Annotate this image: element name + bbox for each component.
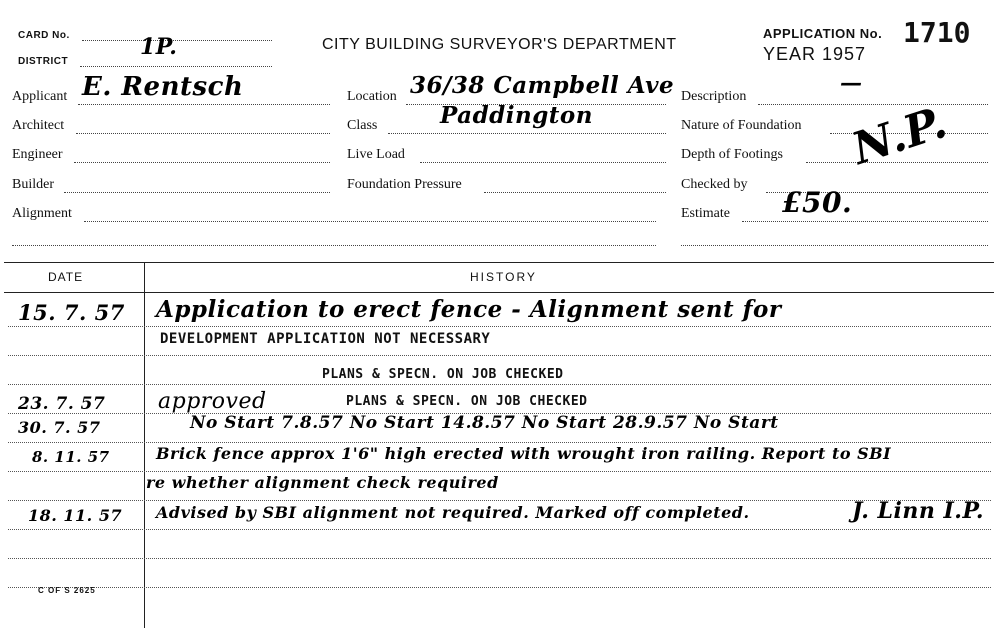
engineer-label: Engineer — [12, 147, 63, 162]
entry-date: 8. 11. 57 — [32, 448, 110, 466]
history-header-border — [4, 292, 994, 293]
entry-stamp: PLANS & SPECN. ON JOB CHECKED — [346, 394, 588, 409]
entry-text: No Start 7.8.57 No Start 14.8.57 No Start 28.9.57 No Start — [190, 413, 779, 433]
location-value-1: 36/38 Campbell Ave — [410, 72, 675, 99]
class-line — [388, 133, 666, 134]
history-top-border — [4, 262, 994, 263]
entry-date: 23. 7. 57 — [18, 394, 106, 414]
applicant-line — [78, 104, 330, 105]
foundation-pressure-line — [484, 192, 666, 193]
history-header: HISTORY — [470, 270, 537, 284]
entry-text: Advised by SBI alignment not required. Marked off completed. — [156, 503, 750, 522]
alignment-line — [84, 221, 656, 222]
description-line — [758, 104, 988, 105]
entry-text: approved — [158, 389, 267, 414]
checked-by-label: Checked by — [681, 177, 748, 192]
entry-stamp: PLANS & SPECN. ON JOB CHECKED — [322, 367, 564, 382]
depth-of-footings-label: Depth of Footings — [681, 147, 783, 162]
description-value: — — [840, 70, 863, 96]
applicant-label: Applicant — [12, 89, 68, 104]
builder-label: Builder — [12, 177, 54, 192]
estimate-line — [742, 221, 988, 222]
description-label: Description — [681, 89, 747, 104]
application-no-label: APPLICATION No. — [763, 26, 883, 41]
live-load-line — [420, 162, 666, 163]
class-label: Class — [347, 118, 378, 133]
row-rule — [8, 529, 991, 530]
date-column-divider — [144, 263, 145, 628]
row-rule — [8, 500, 991, 501]
entry-text: re whether alignment check required — [146, 473, 499, 492]
architect-label: Architect — [12, 118, 65, 133]
builder-line — [64, 192, 330, 193]
row-rule — [8, 326, 991, 327]
engineer-line — [74, 162, 330, 163]
estimate-label: Estimate — [681, 206, 730, 221]
entry-date: 30. 7. 57 — [18, 418, 101, 437]
row-rule — [8, 558, 991, 559]
row-rule — [8, 384, 991, 385]
estimate-line-2 — [681, 245, 988, 246]
entry-stamp: DEVELOPMENT APPLICATION NOT NECESSARY — [160, 331, 491, 347]
alignment-line-2 — [12, 245, 656, 246]
foundation-pressure-label: Foundation Pressure — [347, 177, 462, 192]
row-rule — [8, 587, 991, 588]
district-label: DISTRICT — [18, 56, 69, 67]
row-rule — [8, 442, 991, 443]
signature: J. Linn I.P. — [852, 498, 985, 524]
application-no-value: 1710 — [903, 16, 971, 49]
entry-date: 18. 11. 57 — [28, 506, 123, 525]
live-load-label: Live Load — [347, 147, 405, 162]
entry-text: Brick fence approx 1'6" high erected with wrought iron railing. Report to SBI — [156, 444, 892, 463]
alignment-label: Alignment — [12, 206, 72, 221]
district-line — [80, 66, 272, 67]
location-value-2: Paddington — [440, 102, 593, 129]
entry-date: 15. 7. 57 — [18, 300, 125, 325]
nature-of-foundation-label: Nature of Foundation — [681, 118, 802, 133]
form-code: C OF S 2625 — [38, 586, 96, 595]
architect-line — [76, 133, 330, 134]
date-header: DATE — [48, 270, 84, 284]
department-title: CITY BUILDING SURVEYOR'S DEPARTMENT — [322, 36, 677, 53]
card-no-label: CARD No. — [18, 30, 70, 41]
row-rule — [8, 471, 991, 472]
estimate-value: £50. — [782, 186, 853, 219]
entry-text: Application to erect fence - Alignment sent for — [156, 296, 782, 323]
checked-by-value: N.P. — [846, 96, 954, 175]
district-value: 1P. — [140, 34, 178, 60]
year-label: YEAR 1957 — [763, 44, 867, 64]
applicant-value: E. Rentsch — [82, 72, 244, 102]
location-label: Location — [347, 89, 397, 104]
row-rule — [8, 355, 991, 356]
